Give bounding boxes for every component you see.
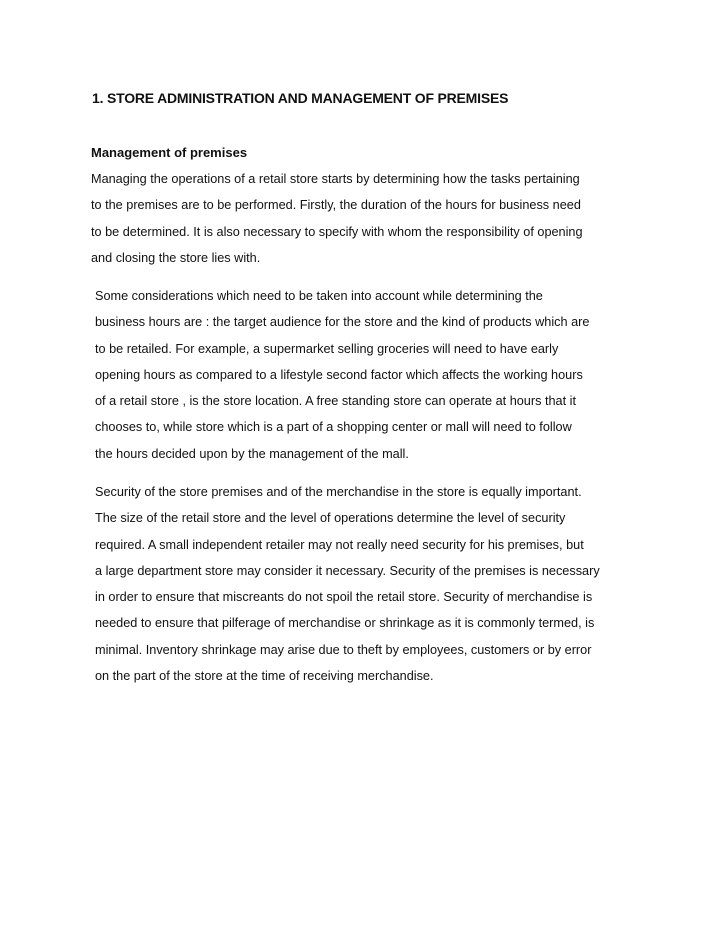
paragraph-security: Security of the store premises and of the merchandise in the store is equally important. The size of the retail store and the level of operations determine the level of security required. A small independent retailer may not really need security for his premises, but a large department store may consider it necessary. Security of the premises is necessary in order to ensure that miscreants do not spoil the retail store. Security of merchandise is needed to ensure that pilferage of merchandise or shrinkage as it is commonly termed, is minimal. Inventory shrinkage may arise due to theft by employees, customers or by error on the part of the store at the time of receiving merchandise. bbox=[95, 485, 600, 684]
subsection-heading: Management of premises bbox=[91, 145, 248, 160]
paragraph-premises-operations: Managing the operations of a retail store starts by determining how the tasks pertaining to the premises are to be performed. Firstly, the duration of the hours for business need to be determined. It is also necessary to specify with whom the responsibility of opening and closing the store lies with. bbox=[91, 172, 583, 265]
paragraph-business-hours: Some considerations which need to be taken into account while determining the business hours are : the target audience for the store and the kind of products which are to be retailed. For example, a supermarket selling groceries will need to have early opening hours as compared to a lifestyle second factor which affects the working hours of a retail store , is the store location. A free standing store can operate at hours that it chooses to, while store which is a part of a shopping center or mall will need to follow the hours decided upon by the management of the mall. bbox=[95, 289, 590, 461]
section-heading: 1. STORE ADMINISTRATION AND MANAGEMENT OF PREMISES bbox=[92, 90, 509, 106]
